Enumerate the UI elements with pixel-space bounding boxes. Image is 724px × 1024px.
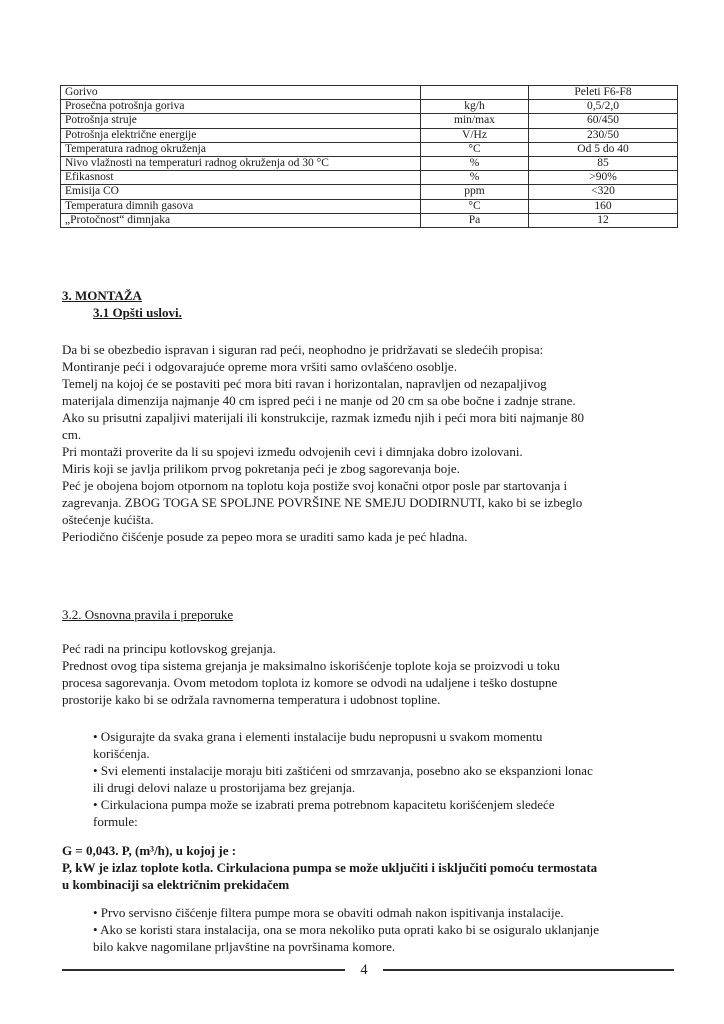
table-row — [61, 100, 678, 114]
section-3-2-title: 3.2. Osnovna pravila i preporuke — [62, 607, 234, 622]
spec-unit: % — [421, 156, 529, 170]
table-row — [61, 213, 678, 227]
footer-rule-right — [383, 969, 674, 971]
section-3-title: 3. MONTAŽA — [62, 288, 142, 303]
table-row — [61, 199, 678, 213]
spec-value: 230/50 — [529, 128, 678, 142]
spec-value: 60/450 — [529, 114, 678, 128]
spec-label: Efikasnost — [61, 171, 421, 185]
text-line: zagrevanja. ZBOG TOGA SE SPOLJNE POVRŠINE NE SMEJU DODIRNUTI, kako bi se izbeglo — [62, 495, 583, 510]
bullet-list-service-notes — [93, 904, 599, 955]
text-line: oštećenje kućišta. — [62, 512, 154, 527]
spec-label: „Protočnost“ dimnjaka — [61, 213, 421, 227]
text-line: Prednost ovog tipa sistema grejanja je maksimalno iskorišćenje toplote koja se proizvodi u toku — [62, 658, 560, 673]
table-row — [61, 171, 678, 185]
text-line: procesa sagorevanja. Ovom metodom toplota iz komore se odvodi na udaljene i teško dostupne — [62, 675, 558, 690]
spec-unit: Pa — [421, 213, 529, 227]
page-number: 4 — [360, 962, 368, 978]
spec-value: 0,5/2,0 — [529, 100, 678, 114]
text-line: Ako su prisutni zapaljivi materijali ili konstrukcije, razmak između njih i peći mora biti najmanje 80 — [62, 410, 585, 425]
spec-label: Potrošnja struje — [61, 114, 421, 128]
text-line: u kombinaciji sa električnim prekidačem — [62, 877, 290, 892]
spec-unit — [421, 86, 529, 100]
spec-unit: °C — [421, 199, 529, 213]
spec-unit: kg/h — [421, 100, 529, 114]
page-footer — [62, 961, 674, 979]
spec-value: Peleti F6-F8 — [529, 86, 678, 100]
spec-label: Emisija CO — [61, 185, 421, 199]
spec-unit: °C — [421, 142, 529, 156]
table-row — [61, 156, 678, 170]
text-line: Peć je obojena bojom otpornom na toplotu koja postiže svoj konačni otpor posle par startovanja i — [62, 478, 568, 493]
text-line: prostorije kako bi se održala ravnomerna temperatura i udobnost topline. — [62, 692, 441, 707]
paragraph-heating-principle — [62, 640, 560, 708]
text-line: • Prvo servisno čišćenje filtera pumpe mora se obaviti odmah nakon ispitivanja instalacije. — [93, 905, 564, 920]
spec-label: Potrošnja električne energije — [61, 128, 421, 142]
spec-unit: min/max — [421, 114, 529, 128]
section-3-heading-block — [62, 287, 182, 321]
footer-rule-left — [62, 969, 345, 971]
table-row — [61, 128, 678, 142]
text-line: cm. — [62, 427, 82, 442]
text-line: bilo kakve nagomilane prljavštine na površinama komore. — [93, 939, 396, 954]
specs-table — [60, 85, 678, 228]
spec-value: >90% — [529, 171, 678, 185]
text-line: Temelj na kojoj će se postaviti peć mora biti ravan i horizontalan, napravljen od nezapaljivog — [62, 376, 547, 391]
section-3-1-title: 3.1 Opšti uslovi. — [93, 305, 182, 320]
text-line: • Ako se koristi stara instalacija, ona se mora nekoliko puta oprati kako bi se osiguralo uklanjanje — [93, 922, 600, 937]
spec-value: 85 — [529, 156, 678, 170]
text-line: Periodično čišćenje posude za pepeo mora se uraditi samo kada je peć hladna. — [62, 529, 468, 544]
bullet-list-installation-rules — [93, 728, 593, 830]
spec-label: Temperatura radnog okruženja — [61, 142, 421, 156]
text-line: • Osigurajte da svaka grana i elementi instalacije budu nepropusni u svakom momentu — [93, 729, 543, 744]
text-line: Peć radi na principu kotlovskog grejanja. — [62, 641, 276, 656]
table-row — [61, 114, 678, 128]
spec-label: Prosečna potrošnja goriva — [61, 100, 421, 114]
spec-value: <320 — [529, 185, 678, 199]
text-line: P, kW je izlaz toplote kotla. Cirkulaciona pumpa se može uključiti i isključiti pomoću termostata — [62, 860, 598, 875]
spec-label: Gorivo — [61, 86, 421, 100]
spec-unit: V/Hz — [421, 128, 529, 142]
text-line: korišćenja. — [93, 746, 150, 761]
spec-label: Temperatura dimnih gasova — [61, 199, 421, 213]
text-line: ili drugi delovi nalaze u prostorijama bez grejanja. — [93, 780, 356, 795]
text-line: • Cirkulaciona pumpa može se izabrati prema potrebnom kapacitetu korišćenjem sledeće — [93, 797, 555, 812]
spec-value: 12 — [529, 213, 678, 227]
paragraph-general-conditions — [62, 341, 584, 545]
spec-value: 160 — [529, 199, 678, 213]
text-line: materijala dimenzija najmanje 40 cm ispred peći i ne manje od 20 cm sa obe bočne i zadnje strane. — [62, 393, 576, 408]
text-line: Miris koji se javlja prilikom prvog pokretanja peći je zbog sagorevanja boje. — [62, 461, 460, 476]
text-line: Pri montaži proverite da li su spojevi između odvojenih cevi i dimnjaka dobro izolovani. — [62, 444, 523, 459]
spec-unit: % — [421, 171, 529, 185]
spec-value: Od 5 do 40 — [529, 142, 678, 156]
text-line: Da bi se obezbedio ispravan i siguran rad peći, neophodno je pridržavati se sledećih propisa: — [62, 342, 544, 357]
text-line: formule: — [93, 814, 138, 829]
pump-formula-block — [62, 842, 597, 893]
table-row — [61, 185, 678, 199]
spec-label: Nivo vlažnosti na temperaturi radnog okruženja od 30 °C — [61, 156, 421, 170]
spec-unit: ppm — [421, 185, 529, 199]
table-row — [61, 142, 678, 156]
text-line: • Svi elementi instalacije moraju biti zaštićeni od smrzavanja, posebno ako se ekspanzioni lonac — [93, 763, 593, 778]
text-line: Montiranje peći i odgovarajuće opreme mora vršiti samo ovlašćeno osoblje. — [62, 359, 457, 374]
table-row — [61, 86, 678, 100]
text-line: G = 0,043. P, (m³/h), u kojoj je : — [62, 843, 237, 858]
section-3-2-heading-block — [62, 606, 233, 623]
